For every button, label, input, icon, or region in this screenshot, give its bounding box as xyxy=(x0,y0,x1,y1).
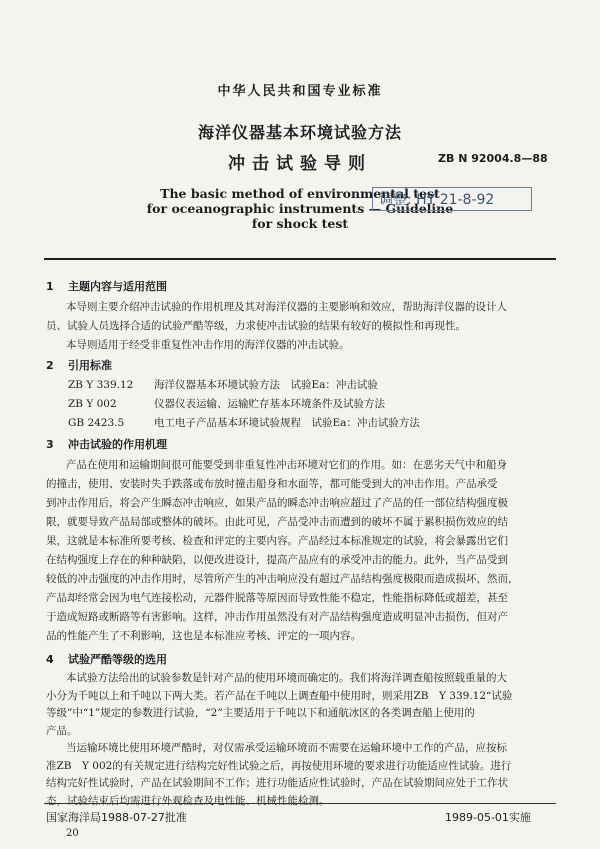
section-3-title: 冲击试验的作用机理 xyxy=(68,438,167,451)
reference-item xyxy=(68,415,420,430)
section-3-heading xyxy=(46,436,167,452)
section-4-line: 结构完好性试验时，产品在试验期间不工作；进行功能适应性试验时，产品在试验期间应处于工作状 xyxy=(46,777,508,789)
section-4-line: 准ZB Y 002的有关规定进行结构完好性试验之后，再按使用环境的要求进行功能适应性试验。进行 xyxy=(46,759,512,772)
section-3-line: 产品却经常会因为电气连接松动，元器件脱落等原因而导致性能不稳定，性能指标降低或超差，甚至 xyxy=(46,592,508,604)
page-number: 20 xyxy=(66,828,79,839)
section-2-title: 引用标准 xyxy=(68,359,112,372)
section-1-heading xyxy=(46,278,167,294)
section-3-line: 较低的冲击强度的冲击作用时，尽管所产生的冲击响应没有超过产品结构强度极限而造成损坏，然而， xyxy=(46,573,519,585)
title-cn-line2: 冲击试验导则 xyxy=(228,154,372,174)
section-3-line: 的撞击，使用、安装时失手跌落或布放时撞击船身和水面等，都可能受到大的冲击作用。产品承受 xyxy=(46,478,498,490)
standard-code: ZB N 92004.8—88 xyxy=(438,152,548,165)
section-1-line: 员、试验人员选择合适的试验严酷等级，力求使冲击试验的结果有较好的模拟性和再现性。 xyxy=(46,320,466,332)
reference-code: GB 2423.5 xyxy=(68,417,125,429)
approval-date: 国家海洋局1988-07-27批准 xyxy=(46,811,187,824)
section-3-line: 到冲击作用后，将会产生瞬态冲击响应，如果产品的瞬态冲击响应超过了产品的任一部位结构强度极 xyxy=(46,497,508,509)
reference-title: 海洋仪器基本环境试验方法 试验Ea：冲击试验 xyxy=(154,379,378,391)
section-4-number: 4 xyxy=(46,653,54,666)
section-4-line: 等级”中“1”规定的参数进行试验，“2”主要适用于千吨以下和通航冰区的各类调查船上使用的 xyxy=(46,707,475,719)
section-3-line: 在结构强度上存在的种种缺陷，以便改进设计，提高产品应有的承受冲击的能力。此外，当产品受到 xyxy=(46,554,508,566)
section-4-line: 当运输环境比使用环境严酷时，对仅需承受运输环境而不需要在运输环境中工作的产品，应按标 xyxy=(66,742,507,754)
reference-title: 电工电子产品基本环境试验规程 试验Ea：冲击试验方法 xyxy=(154,417,420,429)
section-1-line: 本导则主要介绍冲击试验的作用机理及其对海洋仪器的主要影响和效应，帮助海洋仪器的设计人 xyxy=(66,301,507,313)
section-3-line: 限，就要导致产品局部或整体的破坏。由此可见，产品受冲击而遭到的破坏不属于累积损伤效应的结 xyxy=(46,516,508,528)
section-3-line: 品的性能产生了不利影响，这也是本标准应考核、评定的一项内容。 xyxy=(46,630,361,642)
effective-date: 1989-05-01实施 xyxy=(445,811,531,824)
section-1-title: 主题内容与适用范围 xyxy=(68,280,167,293)
section-1-line: 本导则适用于经受非重复性冲击作用的海洋仪器的冲击试验。 xyxy=(66,339,350,351)
reference-item xyxy=(68,377,378,392)
section-1-number: 1 xyxy=(46,280,54,293)
footer-divider xyxy=(44,803,556,804)
section-4-body xyxy=(46,670,512,810)
adjustment-stamp: 调整: HY 21-8-92 xyxy=(372,187,532,211)
section-3-line: 果，这就是本标准所要考核、检查和评定的主要内容。产品经过本标准规定的试验，将会暴露出它们 xyxy=(46,535,508,547)
section-2-heading xyxy=(46,357,112,373)
standard-type: 中华人民共和国专业标准 xyxy=(217,84,383,99)
section-4-heading xyxy=(46,651,167,667)
title-cn-line1: 海洋仪器基本环境试验方法 xyxy=(197,123,402,142)
section-4-line: 产品。 xyxy=(46,724,78,737)
section-3-body xyxy=(46,456,519,646)
section-4-title: 试验严酷等级的选用 xyxy=(68,653,167,666)
reference-title: 仪器仪表运输、运输贮存基本环境条件及试验方法 xyxy=(154,398,385,410)
title-en-line3: for shock test xyxy=(251,216,349,231)
title-en-line1: The basic method of environmental test xyxy=(160,186,440,201)
section-2-number: 2 xyxy=(46,359,54,372)
reference-item xyxy=(68,396,385,411)
section-1-body xyxy=(46,298,507,355)
reference-code: ZB Y 339.12 xyxy=(68,379,134,391)
section-4-line: 态，试验结束后均需进行外观检查及电性能、机械性能检测。 xyxy=(46,794,330,807)
section-4-line: 小分为千吨以上和千吨以下两大类。若产品在千吨以上调查船中使用时，则采用ZB Y 339.12“试验 xyxy=(46,689,513,702)
section-3-number: 3 xyxy=(46,438,54,451)
title-en-line2: for oceanographic instruments — Guideline xyxy=(146,201,454,216)
reference-code: ZB Y 002 xyxy=(68,398,117,410)
section-4-line: 本试验方法给出的试验参数是针对产品的使用环境而确定的。我们将海洋调查船按照载重量的大 xyxy=(66,672,507,684)
section-3-line: 产品在使用和运输期间很可能要受到非重复性冲击环境对它们的作用。如：在恶劣天气中和船身 xyxy=(66,459,507,471)
section-3-line: 于造成短路或断路等有害影响。这样，冲击作用虽然没有对产品结构强度造成明显冲击损伤，但对产 xyxy=(46,611,508,623)
header-divider xyxy=(44,258,556,260)
